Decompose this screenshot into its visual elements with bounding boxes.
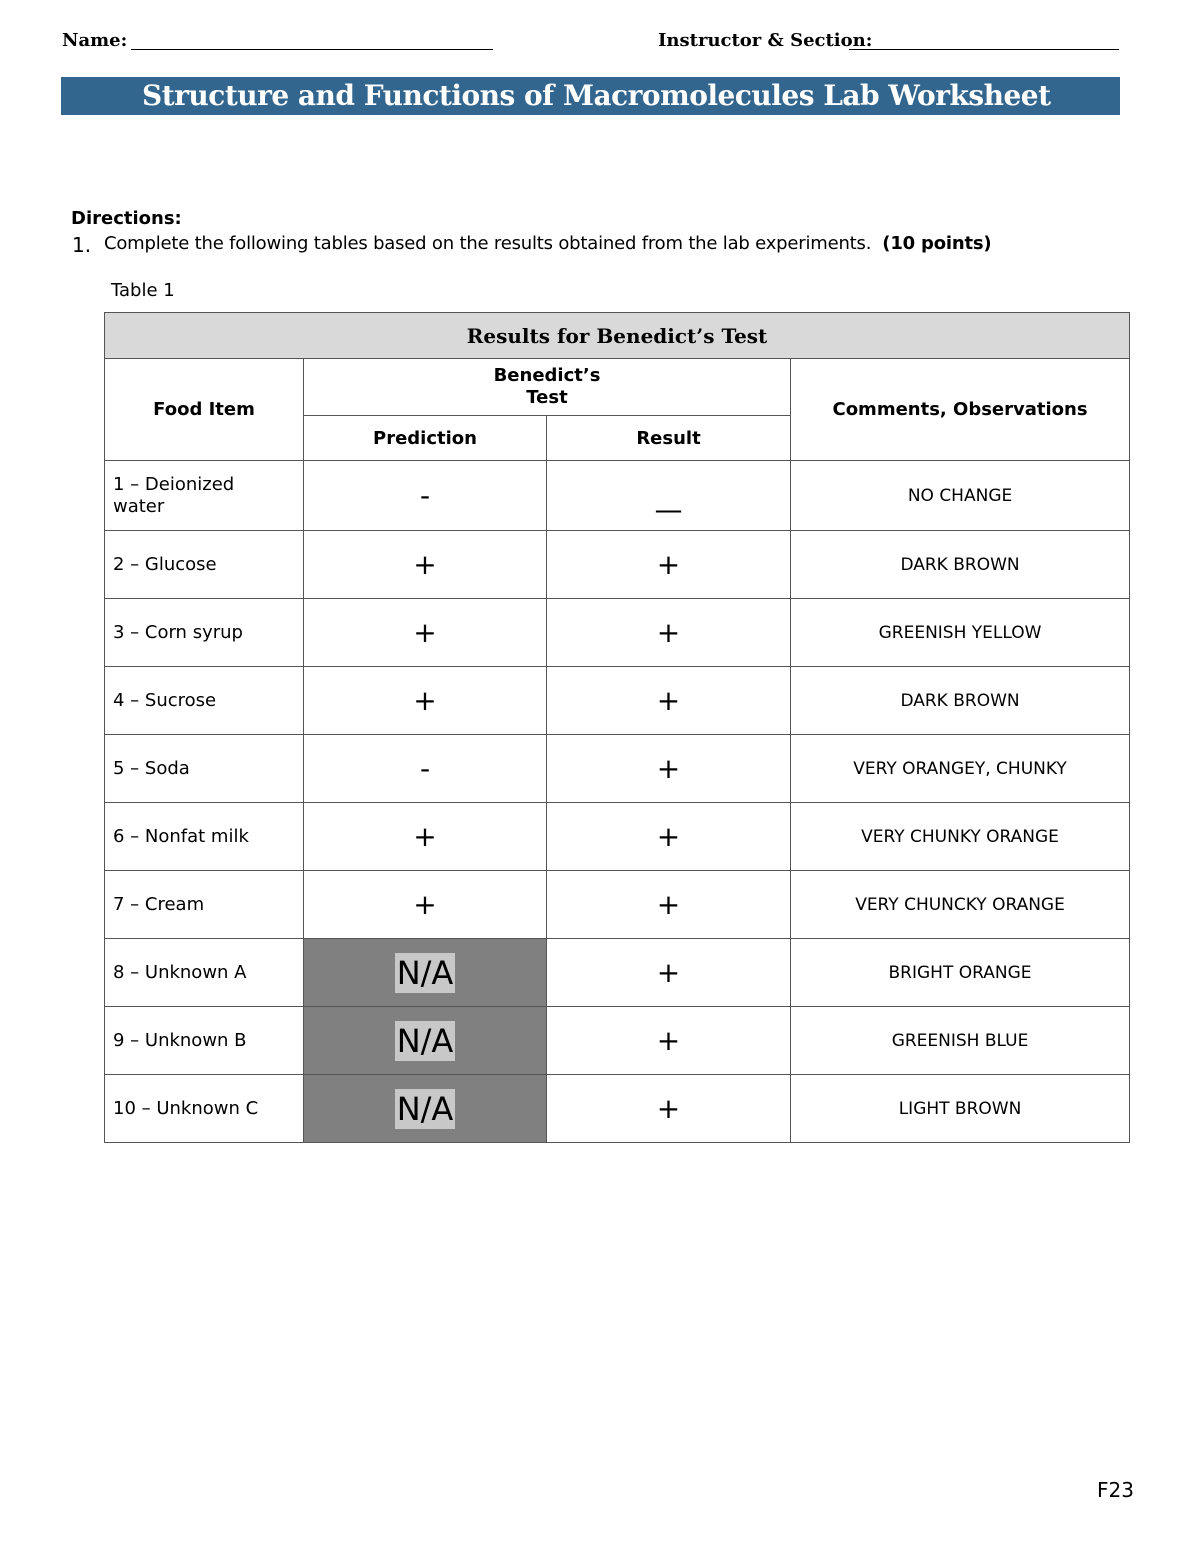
food-item-cell [105,461,304,531]
prediction-cell[interactable]: + [304,871,547,939]
table-row [105,461,1130,531]
prediction-cell[interactable]: - [304,461,547,531]
table-row [105,1075,1130,1143]
result-cell[interactable]: + [547,803,791,871]
prediction-cell-na [304,939,547,1007]
result-cell[interactable]: + [547,667,791,735]
direction-body: Complete the following tables based on the results obtained from the lab experiments. [104,233,872,254]
result-cell[interactable]: + [547,531,791,599]
prediction-cell[interactable]: + [304,667,547,735]
food-item-cell: 4 – Sucrose [105,667,304,735]
benedicts-test-header-line2: Test [526,387,568,408]
comment-cell[interactable]: GREENISH YELLOW [791,599,1130,667]
result-cell[interactable]: + [547,599,791,667]
table-caption: Table 1 [111,280,175,301]
table-row [105,1007,1130,1075]
prediction-cell-na [304,1075,547,1143]
food-item-cell: 7 – Cream [105,871,304,939]
table-row [105,803,1130,871]
comment-cell[interactable]: DARK BROWN [791,531,1130,599]
comment-cell[interactable]: BRIGHT ORANGE [791,939,1130,1007]
table-row [105,667,1130,735]
food-item-cell: 5 – Soda [105,735,304,803]
benedicts-results-table [104,312,1130,1143]
name-label: Name: [62,30,128,51]
food-item-cell: 9 – Unknown B [105,1007,304,1075]
na-label: N/A [396,1021,454,1060]
food-item-cell: 6 – Nonfat milk [105,803,304,871]
directions-label: Directions: [71,208,182,229]
benedicts-test-header-line1: Benedict’s [493,365,601,386]
comment-cell[interactable]: VERY CHUNKY ORANGE [791,803,1130,871]
header-row [105,359,1130,416]
food-item-cell: 10 – Unknown C [105,1075,304,1143]
direction-points: (10 points) [882,233,992,254]
table-row [105,599,1130,667]
result-cell[interactable]: + [547,939,791,1007]
result-cell[interactable]: + [547,871,791,939]
table-row [105,735,1130,803]
result-cell[interactable]: + [547,1075,791,1143]
benedicts-test-header [304,359,791,416]
comment-cell[interactable]: VERY CHUNCKY ORANGE [791,871,1130,939]
instructor-section-field-line[interactable] [849,49,1119,50]
result-cell[interactable]: + [547,735,791,803]
comment-cell[interactable]: DARK BROWN [791,667,1130,735]
footer-code: F23 [1097,1478,1134,1502]
comment-cell[interactable]: LIGHT BROWN [791,1075,1130,1143]
result-cell[interactable]: — [547,461,791,531]
result-header: Result [547,416,791,461]
direction-text [104,233,991,254]
food-item-cell: 2 – Glucose [105,531,304,599]
food-item-line2: water [113,495,165,517]
na-label: N/A [396,1089,454,1128]
table-title-row [105,313,1130,359]
comment-cell[interactable]: VERY ORANGEY, CHUNKY [791,735,1130,803]
table-row [105,531,1130,599]
table-row [105,871,1130,939]
direction-number: 1. [72,233,92,257]
food-item-cell: 8 – Unknown A [105,939,304,1007]
prediction-cell-na [304,1007,547,1075]
prediction-cell[interactable]: - [304,735,547,803]
worksheet-title: Structure and Functions of Macromolecules Lab Worksheet [142,79,1051,112]
food-item-cell: 3 – Corn syrup [105,599,304,667]
instructor-section-label: Instructor & Section: [658,30,873,51]
table-title: Results for Benedict’s Test [105,313,1130,359]
result-cell[interactable]: + [547,1007,791,1075]
name-field-line[interactable] [131,49,493,50]
prediction-cell[interactable]: + [304,803,547,871]
prediction-cell[interactable]: + [304,531,547,599]
comments-header: Comments, Observations [791,359,1130,461]
food-item-line1: 1 – Deionized [113,473,235,495]
table-row [105,939,1130,1007]
prediction-cell[interactable]: + [304,599,547,667]
food-item-header: Food Item [105,359,304,461]
prediction-header: Prediction [304,416,547,461]
na-label: N/A [396,953,454,992]
comment-cell[interactable]: NO CHANGE [791,461,1130,531]
comment-cell[interactable]: GREENISH BLUE [791,1007,1130,1075]
